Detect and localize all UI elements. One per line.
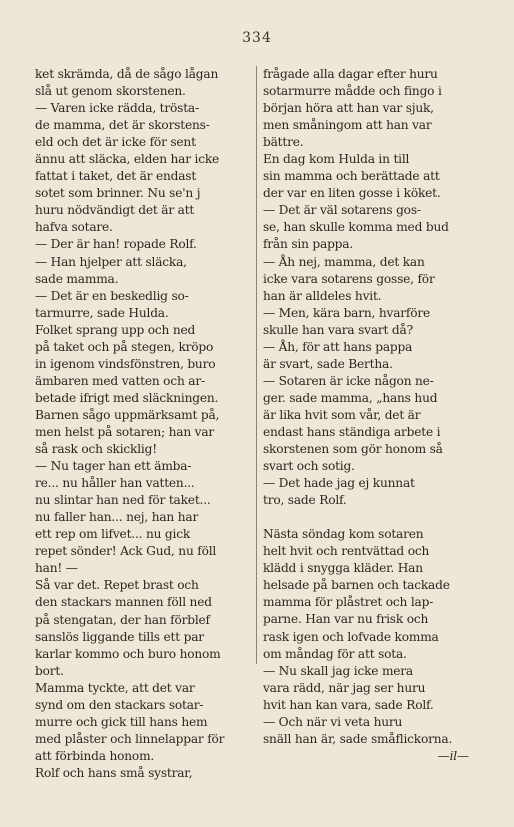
text-line: ket skrämda, då de sågo lågan — [35, 67, 219, 81]
text-line: parne. Han var nu frisk och — [263, 612, 429, 627]
text-line: men småningom att han var — [263, 118, 432, 133]
text-line: svart och sotig. — [263, 459, 355, 474]
left-text-column — [35, 66, 251, 782]
paragraph-gap — [263, 509, 479, 526]
text-line: hafva sotare. — [35, 220, 113, 235]
text-line: att förbinda honom. — [35, 748, 155, 763]
text-line: bättre. — [263, 135, 304, 150]
text-line: Folket sprang upp och ned — [35, 322, 196, 337]
text-line: klädd i snygga kläder. Han — [263, 561, 423, 576]
text-line: de mamma, det är skorstens- — [35, 118, 210, 133]
text-line: tro, sade Rolf. — [263, 493, 347, 508]
text-line: Rolf och hans små systrar, — [35, 765, 193, 780]
text-line: från sin pappa. — [263, 237, 354, 252]
text-line: Mamma tyckte, att det var — [35, 680, 195, 695]
text-line: Så var det. Repet brast och — [35, 578, 199, 593]
text-line: nu slintar han ned för taket... — [35, 493, 211, 508]
text-line: mamma för plåstret och lap- — [263, 595, 434, 610]
text-line: vara rädd, när jag ser huru — [263, 680, 426, 695]
text-line: — Det är väl sotarens gos- — [263, 203, 421, 218]
text-line: — Men, kära barn, hvarföre — [263, 305, 430, 320]
text-line: med plåster och linnelappar för — [35, 731, 225, 746]
text-line: — Nu skall jag icke mera — [263, 663, 414, 678]
right-text-column — [263, 66, 479, 765]
text-line: sade mamma. — [35, 271, 119, 286]
text-line: se, han skulle komma med bud — [263, 220, 449, 235]
text-line: icke vara sotarens gosse, för — [263, 271, 435, 286]
text-line: tarmurre, sade Hulda. — [35, 305, 169, 320]
author-signature: —il— — [437, 748, 469, 763]
text-line: synd om den stackars sotar- — [35, 697, 204, 712]
text-line: den stackars mannen föll ned — [35, 595, 212, 610]
text-line: på taket och på stegen, kröpo — [35, 339, 214, 354]
text-line: fattat i taket, det är endast — [35, 169, 197, 184]
column-divider — [256, 66, 257, 664]
text-line: men helst på sotaren; han var — [35, 424, 215, 439]
text-line: Barnen sågo uppmärksamt på, — [35, 407, 220, 422]
text-line: början höra att han var sjuk, — [263, 101, 434, 116]
text-line: ger. sade mamma, „hans hud — [263, 390, 438, 405]
text-line: — Det är en beskedlig so- — [35, 288, 189, 303]
text-line: — Nu tager han ett ämba- — [35, 459, 192, 474]
text-line: betade ifrigt med släckningen. — [35, 390, 219, 405]
text-line: är svart, sade Bertha. — [263, 356, 393, 371]
text-line: bort. — [35, 663, 64, 678]
text-line: nu faller han... nej, han har — [35, 510, 199, 525]
text-line: murre och gick till hans hem — [35, 714, 208, 729]
text-line: — Han hjelper att släcka, — [35, 254, 187, 269]
page-number: 334 — [242, 30, 272, 46]
text-line: re... nu håller han vatten... — [35, 476, 195, 491]
text-line: frågade alla dagar efter huru — [263, 67, 438, 81]
text-line: om måndag för att sota. — [263, 646, 407, 661]
text-line: — Det hade jag ej kunnat — [263, 476, 415, 491]
text-line: — Åh, för att hans pappa — [263, 339, 413, 354]
text-line: slå ut genom skorstenen. — [35, 84, 186, 99]
text-line: der var en liten gosse i köket. — [263, 186, 441, 201]
text-line: ännu att släcka, elden har icke — [35, 152, 220, 167]
text-line: — Varen icke rädda, trösta- — [35, 101, 199, 116]
text-line: endast hans ständiga arbete i — [263, 424, 441, 439]
text-line: han! — — [35, 561, 78, 576]
text-line: sin mamma och berättade att — [263, 169, 440, 184]
text-line: repet sönder! Ack Gud, nu föll — [35, 544, 217, 559]
text-line: skorstenen som gör honom så — [263, 442, 443, 457]
text-line: ämbaren med vatten och ar- — [35, 373, 205, 388]
text-line: sanslös liggande tills ett par — [35, 629, 204, 644]
text-line: rask igen och lofvade komma — [263, 629, 439, 644]
text-line: En dag kom Hulda in till — [263, 152, 410, 167]
text-line: — Sotaren är icke någon ne- — [263, 373, 434, 388]
text-line: eld och det är icke för sent — [35, 135, 196, 150]
text-line: karlar kommo och buro honom — [35, 646, 221, 661]
text-line: skulle han vara svart då? — [263, 322, 413, 337]
text-line: sotarmurre mådde och fingo i — [263, 84, 442, 99]
text-line: på stengatan, der han förblef — [35, 612, 210, 627]
text-line: in igenom vindsfönstren, buro — [35, 356, 216, 371]
text-line: sotet som brinner. Nu se'n j — [35, 186, 201, 201]
text-line: Nästa söndag kom sotaren — [263, 527, 424, 542]
text-line: helsade på barnen och tackade — [263, 578, 450, 593]
text-line: — Åh nej, mamma, det kan — [263, 254, 425, 269]
text-line: ett rep om lifvet... nu gick — [35, 527, 191, 542]
text-line: hvit han kan vara, sade Rolf. — [263, 697, 434, 712]
text-line: helt hvit och rentvättad och — [263, 544, 430, 559]
text-line: han är alldeles hvit. — [263, 288, 382, 303]
text-line: snäll han är, sade småflickorna. — [263, 731, 453, 746]
text-line: så rask och skicklig! — [35, 442, 157, 457]
text-line: huru nödvändigt det är att — [35, 203, 195, 218]
text-line: är lika hvit som vår, det är — [263, 407, 421, 422]
right-column-lines — [263, 66, 479, 748]
text-line: — Der är han! ropade Rolf. — [35, 237, 197, 252]
text-line: — Och när vi veta huru — [263, 714, 403, 729]
